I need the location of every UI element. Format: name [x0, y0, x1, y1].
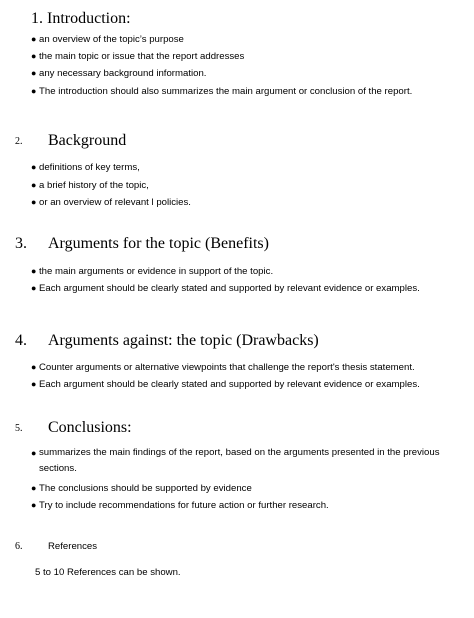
- section-6-number: 6.: [15, 541, 23, 552]
- list-item-text: a brief history of the topic,: [39, 180, 149, 191]
- bullet-icon: ●: [31, 34, 37, 44]
- section-4-number: 4.: [15, 332, 27, 349]
- list-item-text: Try to include recommendations for future action or further research.: [39, 500, 329, 511]
- list-item-text: the main arguments or evidence in support of the topic.: [39, 266, 274, 277]
- list-item: [31, 280, 420, 297]
- bullet-icon: ●: [31, 180, 37, 190]
- list-item-text: Each argument should be clearly stated and supported by relevant evidence or examples.: [39, 283, 420, 294]
- list-item: [31, 480, 252, 497]
- list-item-text: Counter arguments or alternative viewpoints that challenge the report's thesis statement.: [39, 362, 415, 373]
- list-item: [31, 31, 184, 48]
- section-5-number: 5.: [15, 423, 23, 434]
- bullet-icon: ●: [31, 500, 37, 510]
- list-item-text: or an overview of relevant l policies.: [39, 197, 191, 208]
- section-4-title: Arguments against: the topic (Drawbacks): [48, 332, 319, 349]
- list-item: [31, 359, 415, 376]
- list-item-text: the main topic or issue that the report addresses: [39, 51, 245, 62]
- list-item: [31, 497, 329, 514]
- section-1-heading: [31, 11, 131, 27]
- section-3-number: 3.: [15, 235, 27, 252]
- list-item: [31, 83, 412, 100]
- bullet-icon: ●: [31, 379, 37, 389]
- section-3-title: Arguments for the topic (Benefits): [48, 235, 269, 252]
- bullet-icon: ●: [31, 448, 37, 458]
- bullet-icon: ●: [31, 68, 37, 78]
- bullet-icon: ●: [31, 197, 37, 207]
- bullet-icon: ●: [31, 283, 37, 293]
- list-item: [31, 376, 420, 393]
- section-1-number: 1.: [31, 10, 43, 27]
- list-item-text: definitions of key terms,: [39, 162, 140, 173]
- list-item: [31, 445, 451, 477]
- list-item-text: Each argument should be clearly stated and supported by relevant evidence or examples.: [39, 379, 420, 390]
- section-6-title: References: [48, 541, 98, 552]
- list-item-text: The conclusions should be supported by evidence: [39, 483, 252, 494]
- list-item-text: summarizes the main findings of the report, based on the arguments presented in the previous sections.: [39, 447, 440, 474]
- list-item: [31, 177, 149, 194]
- list-item: [31, 48, 244, 65]
- list-item: [31, 159, 140, 176]
- references-note: 5 to 10 References can be shown.: [35, 567, 181, 578]
- section-1-title: Introduction:: [47, 10, 131, 27]
- list-item-text: The introduction should also summarizes the main argument or conclusion of the report.: [39, 86, 413, 97]
- bullet-icon: ●: [31, 51, 37, 61]
- list-item: [31, 263, 273, 280]
- bullet-icon: ●: [31, 266, 37, 276]
- bullet-icon: ●: [31, 483, 37, 493]
- section-2-number: 2.: [15, 136, 23, 147]
- list-item: [31, 194, 191, 211]
- section-5-title: Conclusions:: [48, 419, 132, 436]
- list-item-text: any necessary background information.: [39, 68, 207, 79]
- list-item-text: an overview of the topic’s purpose: [39, 34, 184, 45]
- list-item: [31, 65, 206, 82]
- bullet-icon: ●: [31, 86, 37, 96]
- section-2-title: Background: [48, 132, 127, 149]
- bullet-icon: ●: [31, 362, 37, 372]
- bullet-icon: ●: [31, 162, 37, 172]
